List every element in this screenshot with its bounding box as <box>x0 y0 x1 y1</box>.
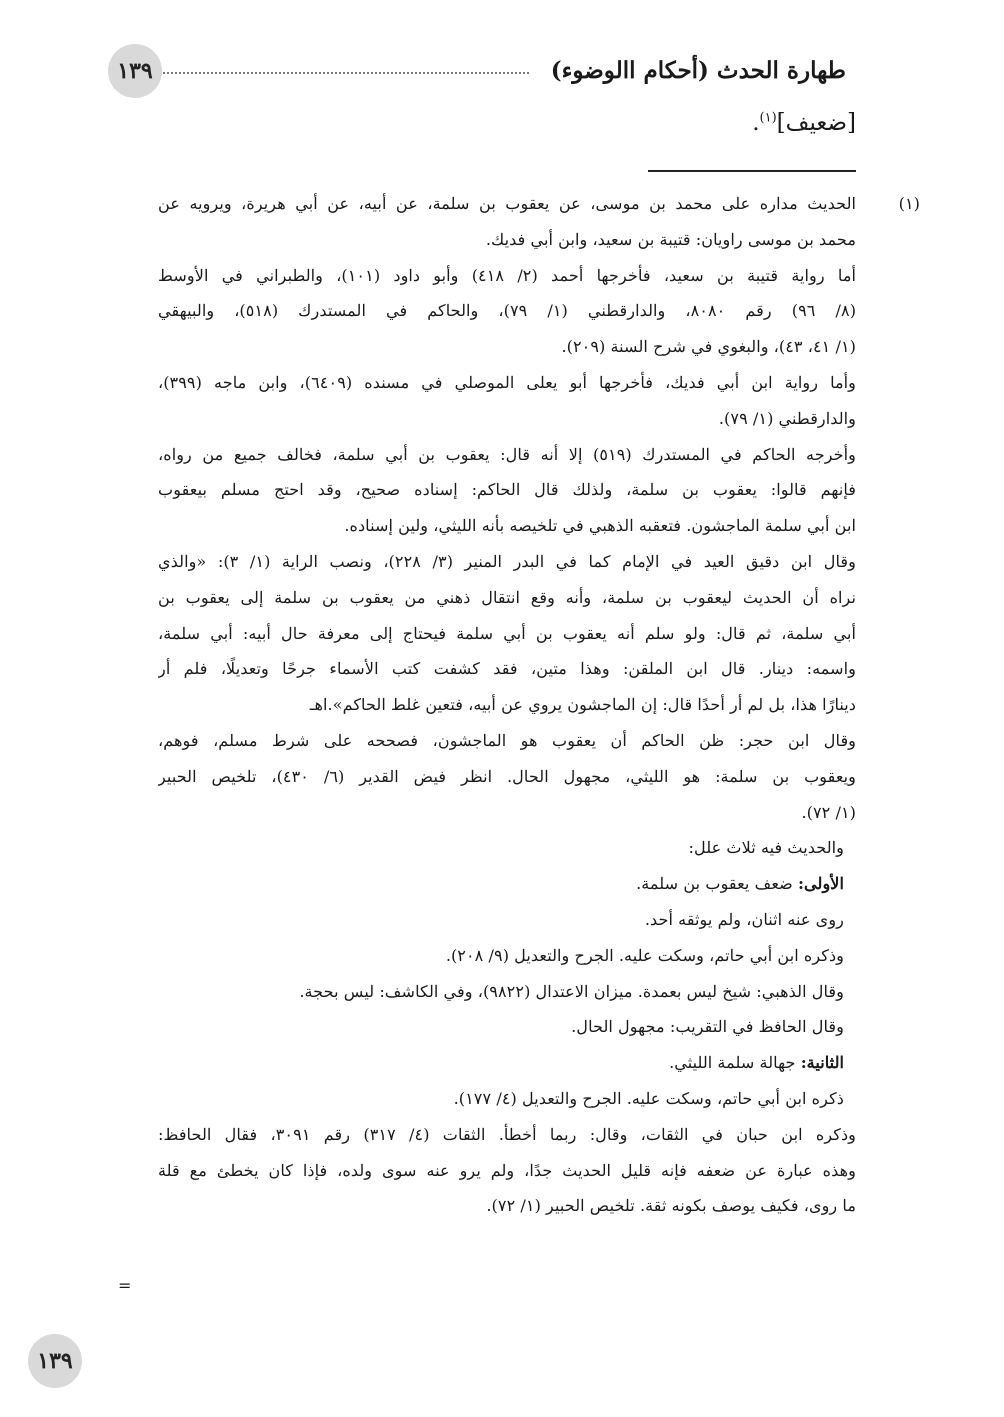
footnote-label: الثانية: <box>800 1053 844 1073</box>
footnote-line <box>158 938 856 974</box>
footnote-line-text: الحديث مداره على محمد بن موسى، عن يعقوب بن سلمة، عن أبيه، عن أبي هريرة، ويرويه عن <box>158 194 856 213</box>
footnote-reference[interactable]: (١) <box>759 110 777 126</box>
footnote-line-text: أبي سلمة، ثم قال: ولو سلم أنه يعقوب بن أبي سلمة فيحتاج إلى معرفة حال أبيه: أبي سلمة، <box>158 623 856 643</box>
footnote-line-text: ضعف يعقوب بن سلمة. <box>636 874 799 894</box>
footnote-line <box>158 580 856 616</box>
footnote-line <box>158 795 856 831</box>
footnote-line-text: (٨/ ٩٦) رقم ٨٠٨٠، والدارقطني (١/ ٧٩)، والحاكم في المستدرك (٥١٨)، والبيهقي <box>158 301 856 321</box>
footnote-line-text: ما روى، فكيف يوصف بكونه ثقة. تلخيص الحبير (١/ ٧٢). <box>486 1196 856 1216</box>
footnote-line-text: وقال الحافظ في التقريب: مجهول الحال. <box>571 1017 844 1037</box>
footnote-line-text: روى عنه اثنان، ولم يوثقه أحد. <box>644 909 844 929</box>
footnote-line <box>158 759 856 795</box>
footnote-line <box>158 974 856 1010</box>
footnote-line-text: (١/ ٤١، ٤٣)، والبغوي في شرح السنة (٢٠٩). <box>561 337 856 357</box>
continuation-mark: = <box>118 1276 132 1295</box>
footnote-line <box>158 651 856 687</box>
footnote-line-text: (١/ ٧٢). <box>801 802 856 822</box>
footnote-line-text: وقال ابن دقيق العيد في الإمام كما في البدر المنير (٣/ ٢٢٨)، ونصب الراية (١/ ٣): «والذي <box>158 551 856 571</box>
main-text-end: . <box>752 110 760 136</box>
footnote-line <box>158 723 856 759</box>
footnote-line <box>158 544 856 580</box>
footnote-line-text: واسمه: دينار. قال ابن الملقن: وهذا متين، فقد كشفت كتب الأسماء جرحًا وتعديلًا، فلم أر <box>158 659 856 679</box>
footnote-line <box>158 1045 856 1081</box>
footnote-line <box>158 687 856 723</box>
footnote-line <box>158 186 856 222</box>
footnote-line <box>158 616 856 652</box>
footnote <box>158 186 920 1224</box>
footnote-line <box>158 902 856 938</box>
footnote-line-text: والحديث فيه ثلاث علل: <box>688 838 844 858</box>
footnote-line <box>158 1188 856 1224</box>
footnote-line-text: وقال الذهبي: شيخ ليس بعمدة. ميزان الاعتدال (٩٨٢٢)، وفي الكاشف: ليس بحجة. <box>299 981 844 1001</box>
footnote-line <box>158 437 856 473</box>
footnote-line <box>158 258 856 294</box>
footnote-number: (١) <box>898 194 920 213</box>
footnote-label: الأولى: <box>798 874 844 894</box>
footnote-line-text: ويعقوب بن سلمة: هو الليثي، مجهول الحال. انظر فيض القدير (٦/ ٤٣٠)، تلخيص الحبير <box>158 766 856 786</box>
running-header <box>108 44 846 96</box>
main-text-content: [ضعيف] <box>776 110 856 136</box>
footnote-line <box>158 1153 856 1189</box>
footnote-line-text: محمد بن موسى راويان: قتيبة بن سعيد، وابن أبي فديك. <box>485 229 856 249</box>
footnote-line <box>158 472 856 508</box>
footnote-line <box>158 830 856 866</box>
footnote-line-text: وأخرجه الحاكم في المستدرك (٥١٩) إلا أنه قال: يعقوب بن أبي سلمة، فخالف جميع من رواه، <box>158 444 856 464</box>
footnote-line-text: وهذه عبارة عن ضعفه فإنه قليل الحديث جدًا، ولم يرو عنه سوى ولده، فإذا كان يخطئ مع قلة <box>158 1160 856 1180</box>
footnote-line-text: وأما رواية ابن أبي فديك، فأخرجها أبو يعلى الموصلي في مسنده (٦٤٠٩)، وابن ماجه (٣٩٩)، <box>158 372 856 392</box>
header-leader-dots <box>118 72 529 74</box>
page-number-top: ١٣٩ <box>108 44 162 98</box>
footnote-line-text: وذكره ابن حبان في الثقات، وقال: ربما أخطأ. الثقات (٤/ ٣١٧) رقم ٣٠٩١، فقال الحافظ: <box>158 1124 856 1144</box>
footnote-line-text: والدارقطني (١/ ٧٩). <box>718 408 856 428</box>
footnote-line-text: وقال ابن حجر: ظن الحاكم أن يعقوب هو الماجشون، فصححه على شرط مسلم، فوهم، <box>158 730 856 750</box>
footnote-line <box>158 222 856 258</box>
page-number-bottom: ١٣٩ <box>28 1334 82 1388</box>
footnote-line <box>158 401 856 437</box>
main-text <box>752 110 856 136</box>
footnote-line-text: ذكره ابن أبي حاتم، وسكت عليه. الجرح والتعديل (٤/ ١٧٧). <box>453 1088 844 1108</box>
footnote-line-text: وذكره ابن أبي حاتم، وسكت عليه. الجرح والتعديل (٩/ ٢٠٨). <box>445 945 844 965</box>
footnote-line <box>158 1117 856 1153</box>
footnote-separator <box>648 170 856 172</box>
footnote-line-text: فإنهم قالوا: يعقوب بن سلمة، ولذلك قال الحاكم: إسناده صحيح، وقد احتج مسلم بيعقوب <box>158 480 856 500</box>
footnote-line <box>158 508 856 544</box>
footnote-line <box>158 293 856 329</box>
footnote-line-text: جهالة سلمة الليثي. <box>669 1053 801 1073</box>
footnote-line-text: دينارًا هذا، بل لم أر أحدًا قال: إن الماجشون يروي عن أبيه، فتعين غلط الحاكم».اهـ <box>309 695 856 715</box>
footnote-line <box>158 329 856 365</box>
footnote-line-text: نراه أن الحديث ليعقوب بن سلمة، وأنه وقع انتقال ذهني من يعقوب بن سلمة إلى يعقوب بن <box>158 587 856 607</box>
footnote-line <box>158 365 856 401</box>
footnote-line <box>158 1081 856 1117</box>
footnote-line <box>158 1009 856 1045</box>
footnote-line-text: أما رواية قتيبة بن سعيد، فأخرجها أحمد (٢/ ٤١٨) وأبو داود (١٠١)، والطبراني في الأوسط <box>158 265 856 285</box>
footnote-line <box>158 866 856 902</box>
chapter-title: طهارة الحدث (أحكام االوضوء) <box>550 56 846 84</box>
footnote-line-text: ابن أبي سلمة الماجشون. فتعقبه الذهبي في تلخيصه بأنه الليثي، ولين إسناده. <box>344 516 856 536</box>
